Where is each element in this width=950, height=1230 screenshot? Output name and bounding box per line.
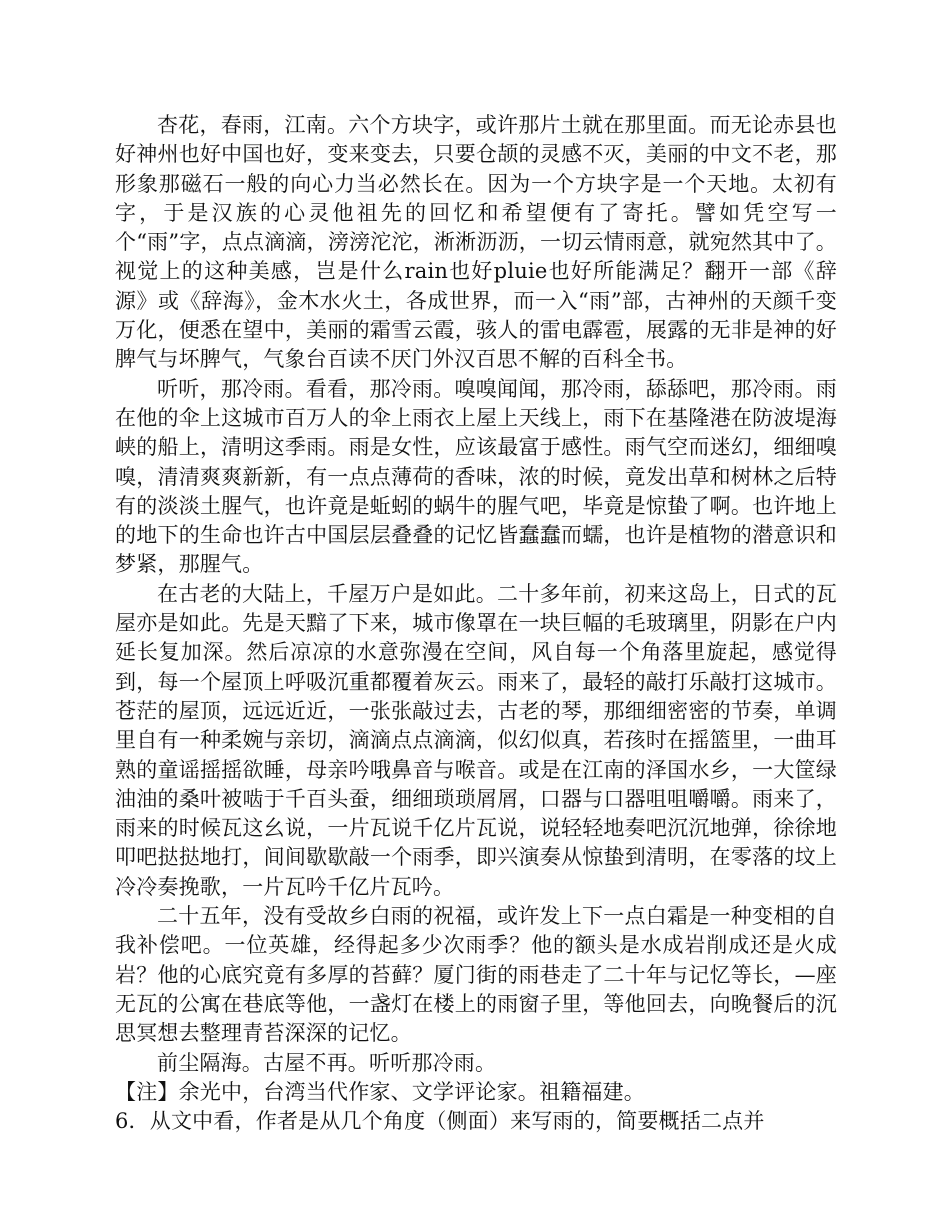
paragraph-4: 二十五年，没有受故乡白雨的祝福，或许发上下一点白霜是一种变相的自我补偿吧。一位英雄，经得起多少次雨季？他的额头是水成岩削成还是火成岩？他的心底究竟有多厚的苔藓？厦门街的雨巷走了二十年与记忆等长，—座无瓦的公寓在巷底等他，一盏灯在楼上的雨窗子里，等他回去，向晚餐后的沉思冥想去整理青苔深深的记忆。 [115,904,837,1046]
paragraph-3: 在古老的大陆上，千屋万户是如此。二十多年前，初来这岛上，日式的瓦屋亦是如此。先是天黯了下来，城市像罩在一块巨幅的毛玻璃里，阴影在户内延长复加深。然后凉凉的水意弥漫在空间，风自每一个角落里旋起，感觉得到，每一个屋顶上呼吸沉重都覆着灰云。雨来了，最轻的敲打乐敲打这城市。苍茫的屋顶，远远近近，一张张敲过去，古老的琴，那细细密密的节奏，单调里自有一种柔婉与亲切，滴滴点点滴滴，似幻似真，若孩时在摇篮里，一曲耳熟的童谣摇摇欲睡，母亲吟哦鼻音与喉音。或是在江南的泽国水乡，一大筐绿油油的桑叶被啮于千百头蚕，细细琐琐屑屑，口器与口器咀咀嚼嚼。雨来了，雨来的时候瓦这幺说，一片瓦说千亿片瓦说，说轻轻地奏吧沉沉地弹，徐徐地叩吧挞挞地打，间间歇歇敲一个雨季，即兴演奏从惊蛰到清明，在零落的坟上冷冷奏挽歌，一片瓦吟千亿片瓦吟。 [115,581,837,899]
question-6: 6．从文中看，作者是从几个角度（侧面）来写雨的，简要概括二点并 [115,1109,765,1134]
paragraph-2: 听听，那冷雨。看看，那冷雨。嗅嗅闻闻，那冷雨，舔舔吧，那冷雨。雨在他的伞上这城市百万人的伞上雨衣上屋上天线上，雨下在基隆港在防波堤海峡的船上，清明这季雨。雨是女性，应该最富于感性。雨气空而迷幻，细细嗅嗅，清清爽爽新新，有一点点薄荷的香味，浓的时候，竟发出草和树林之后特有的淡淡土腥气，也许竟是蚯蚓的蜗牛的腥气吧，毕竟是惊蛰了啊。也许地上的地下的生命也许古中国层层叠叠的记忆皆蠢蠢而蠕，也许是植物的潜意识和梦紧，那腥气。 [115,376,837,577]
paragraph-5: 前尘隔海。古屋不再。听听那冷雨。 [157,1050,497,1075]
paragraph-1: 杏花，春雨，江南。六个方块字，或许那片土就在那里面。而无论赤县也好神州也好中国也好，变来变去，只要仓颉的灵感不灭，美丽的中文不老，那形象那磁石一般的向心力当必然长在。因为一个方块字是一个天地。太初有字，于是汉族的心灵他祖先的回忆和希望便有了寄托。譬如凭空写一个“雨”字，点点滴滴，滂滂沱沱，淅淅沥沥，一切云情雨意，就宛然其中了。视觉上的这种美感，岂是什么rain也好pluie也好所能满足？翻开一部《辞源》或《辞海》，金木水火土，各成世界，而一入“雨”部，古神州的天颜千变万化，便悉在望中，美丽的霜雪云霞，骇人的雷电霹雹，展露的无非是神的好脾气与坏脾气，气象台百读不厌门外汉百思不解的百科全书。 [115,113,837,372]
author-note: 【注】余光中，台湾当代作家、文学评论家。祖籍福建。 [115,1079,645,1104]
document-page [115,111,837,1136]
